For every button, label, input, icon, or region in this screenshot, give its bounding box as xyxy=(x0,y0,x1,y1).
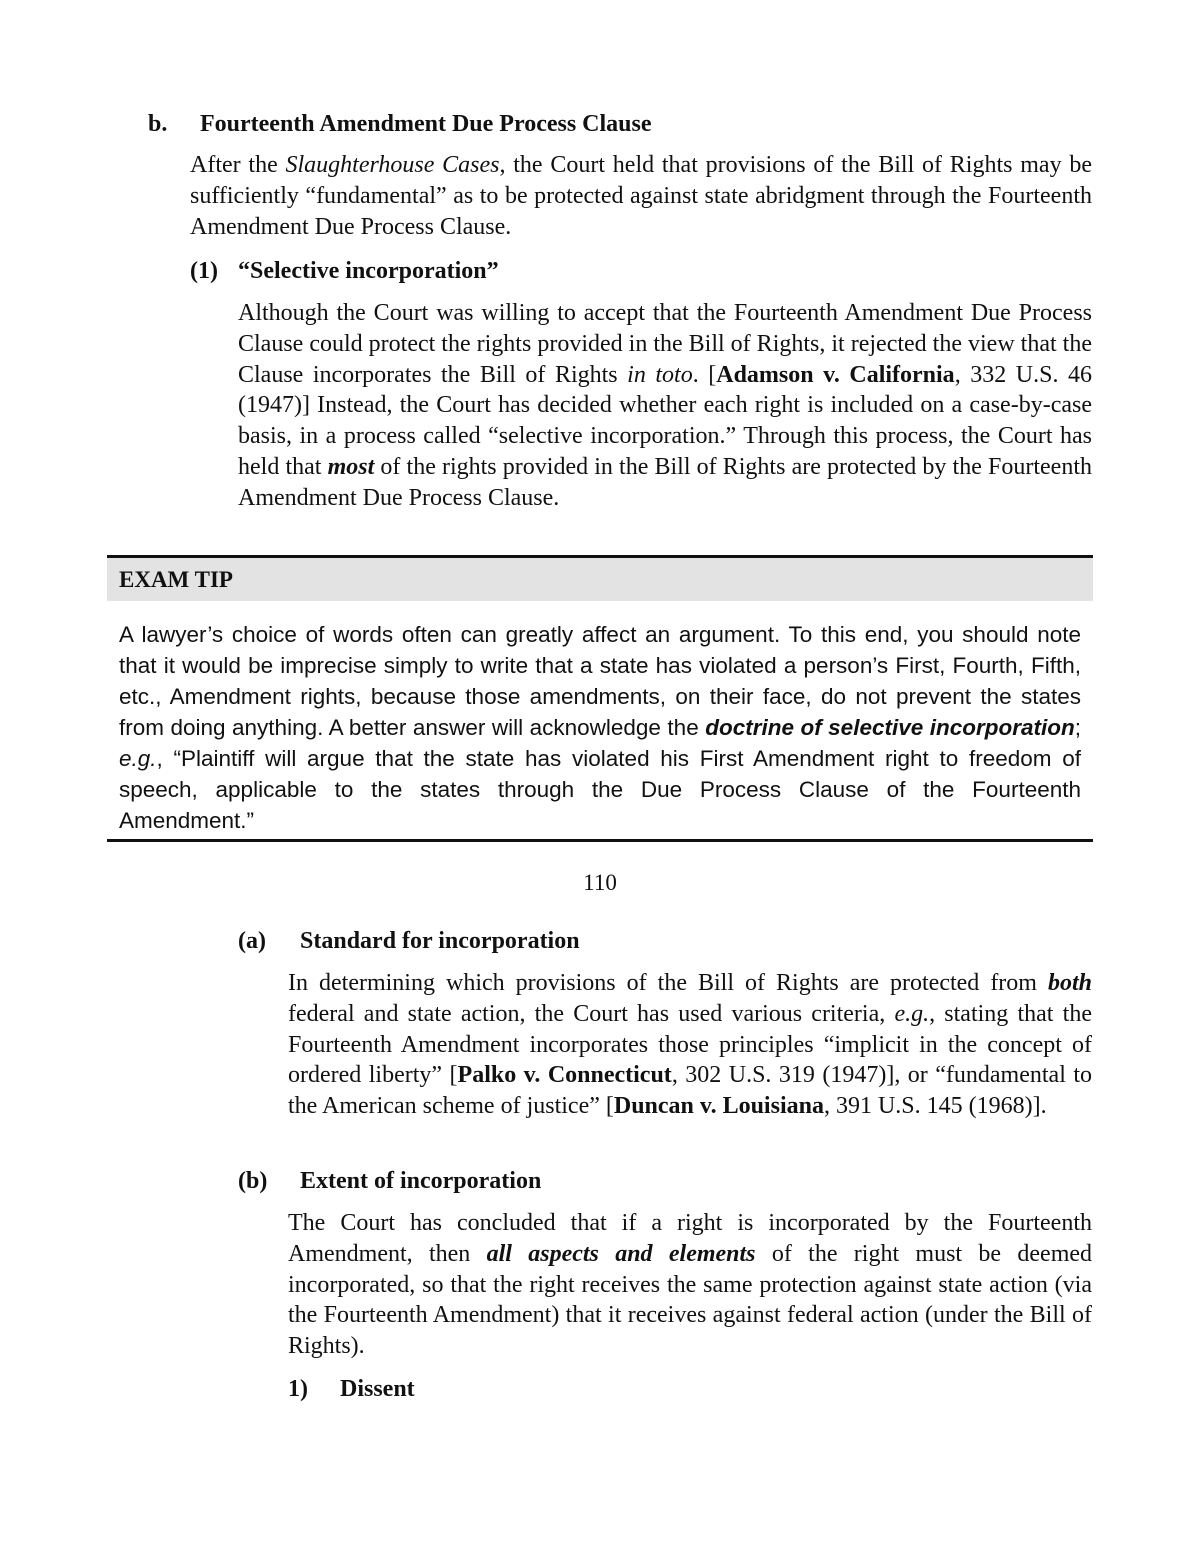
dissent-heading xyxy=(288,1374,415,1404)
text-run: , 302 U.S. 319 (1947)], or “fundamental to the American scheme of justice” [ xyxy=(288,1062,1093,1120)
text-run: In determining which provisions of the Bill of Rights are protected from xyxy=(288,970,1048,996)
case-name: Slaughterhouse Cases xyxy=(285,152,500,178)
case-name: Palko v. Connecticut xyxy=(457,1062,672,1089)
emphasis: both xyxy=(1047,970,1092,996)
case-name: Adamson v. California xyxy=(716,361,955,388)
standard-heading xyxy=(238,926,580,956)
dissent-number: 1) xyxy=(288,1376,308,1402)
exam-tip-box xyxy=(107,555,1093,842)
text-run: , the Court held that provisions of the Bill of Rights may be sufficiently “fundamental” as to be protected against state abridgment through the Fourteenth Amendment Due Process Clause. xyxy=(190,152,1092,240)
extent-number: (b) xyxy=(238,1168,268,1194)
selective-title: “Selective incorporation” xyxy=(238,258,499,284)
section-b-heading xyxy=(148,109,652,139)
text-run: ; xyxy=(1074,715,1081,740)
page-number: 110 xyxy=(583,870,617,895)
text-run: federal and state action, the Court has used various criteria, xyxy=(288,1000,895,1027)
text-run: A lawyer’s choice of words often can greatly affect an argument. To this end, you should note that it would be imprecise simply to write that a state has violated a person’s First, Fourth, Fifth, etc., Amendment rights, because those amendments, on their face, do not prevent the states from doing anything. A better answer will acknowledge the xyxy=(119,622,1081,740)
text-run: of the rights provided in the Bill of Rights are protected by the Fourteenth Amendment Due Process Clause. xyxy=(238,453,1092,511)
section-b-number: b. xyxy=(148,111,168,137)
text-run: Although the Court was willing to accept that the Fourteenth Amendment Due Process Clause could protect the rights provided in the Bill of Rights, it rejected the view that the Clause incorporates the Bill of Rights xyxy=(238,300,1092,388)
extent-heading xyxy=(238,1166,541,1196)
selective-number: (1) xyxy=(190,258,218,284)
emphasis: doctrine of selective incorporation xyxy=(705,715,1075,740)
selective-incorporation-heading xyxy=(190,256,499,286)
emphasis: all aspects and elements xyxy=(486,1240,756,1267)
extent-paragraph xyxy=(288,1208,1092,1362)
latin-abbrev: e.g. xyxy=(119,746,157,771)
text-run: , 332 U.S. 46 (1947)] Instead, the Court has decided whether each right is included on a case-by-case basis, in a process called “selective incorporation.” Through this process, the Court has held that xyxy=(238,361,1092,480)
latin-phrase: in toto xyxy=(627,361,693,388)
dissent-title: Dissent xyxy=(340,1376,415,1402)
selective-incorporation-paragraph xyxy=(238,298,1092,514)
case-name: Duncan v. Louisiana xyxy=(613,1093,824,1120)
standard-number: (a) xyxy=(238,928,266,954)
latin-abbrev: e.g. xyxy=(894,1000,930,1027)
emphasis: most xyxy=(327,453,375,480)
extent-title: Extent of incorporation xyxy=(300,1168,542,1194)
exam-tip-text xyxy=(119,619,1081,836)
text-run: . [ xyxy=(692,361,717,388)
text-run: The Court has concluded that if a right is incorporated by the Fourteenth Amendment, then xyxy=(288,1210,1092,1267)
standard-paragraph xyxy=(288,968,1092,1122)
text-run: , 391 U.S. 145 (1968)]. xyxy=(823,1093,1047,1120)
text-run: After the xyxy=(190,152,286,178)
text-run: , “Plaintiff will argue that the state has violated his First Amendment right to freedom of speech, applicable to the states through the Due Process Clause of the Fourteenth Amendment.” xyxy=(119,746,1081,833)
standard-title: Standard for incorporation xyxy=(300,928,580,954)
text-run: of the right must be deemed incorporated, so that the right receives the same protection against state action (via the Fourteenth Amendment) that it receives against federal action (under the Bill of Rights). xyxy=(288,1240,1093,1360)
exam-tip-title: EXAM TIP xyxy=(107,558,1093,601)
section-b-title: Fourteenth Amendment Due Process Clause xyxy=(200,111,652,137)
text-run: , stating that the Fourteenth Amendment incorporates those principles “implicit in the concept of ordered liberty” [ xyxy=(288,1000,1092,1089)
section-b-paragraph xyxy=(190,150,1092,242)
